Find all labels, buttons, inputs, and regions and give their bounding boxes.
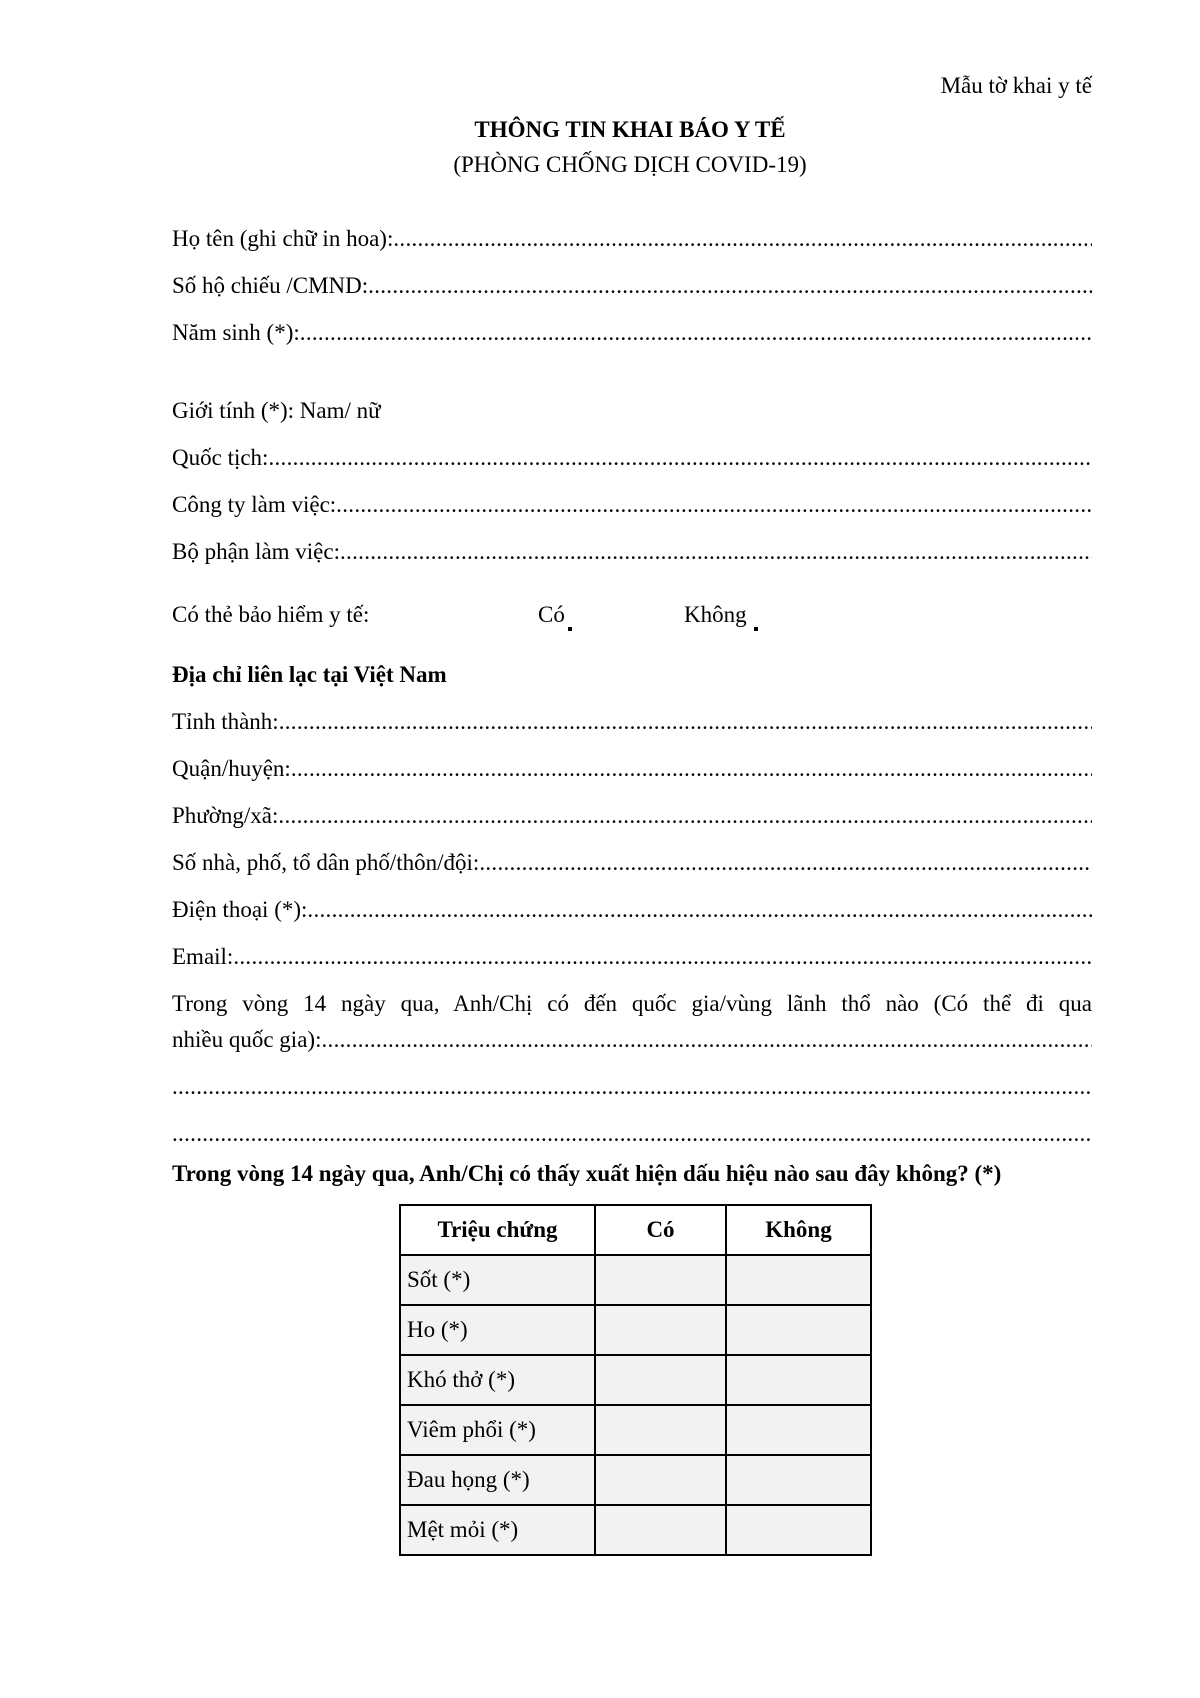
company-label: Công ty làm việc: [172,492,337,517]
header-no: Không [726,1205,871,1255]
passport-label: Số hộ chiếu /CMND: [172,273,369,298]
symptom-no-cell[interactable] [726,1355,871,1405]
symptoms-question: Trong vòng 14 ngày qua, Anh/Chị có thấy xuất hiện dấu hiệu nào sau đây không? (*) [172,1161,1002,1186]
gender-label: Giới tính (*): Nam/ nữ [172,398,381,423]
district-blank[interactable] [291,755,1092,783]
field-phone[interactable] [172,896,1092,924]
insurance-no-mark[interactable] [754,627,758,631]
table-row [400,1505,871,1555]
symptom-yes-cell[interactable] [595,1405,726,1455]
travel-question-line1: Trong vòng 14 ngày qua, Anh/Chị có đến quốc gia/vùng lãnh thổ nào (Có thể đi qua [172,991,1092,1016]
table-row [400,1405,871,1455]
department-blank[interactable] [340,538,1092,566]
symptoms-table [399,1204,872,1556]
symptom-name: Viêm phổi (*) [400,1405,595,1455]
travel-blank-1[interactable] [321,1026,1092,1054]
department-label: Bộ phận làm việc: [172,539,340,564]
field-company[interactable] [172,491,1092,519]
ward-label: Phường/xã: [172,803,279,828]
field-nationality[interactable] [172,444,1092,472]
header-symptom: Triệu chứng [400,1205,595,1255]
page-title: THÔNG TIN KHAI BÁO Y TẾ [474,117,786,142]
phone-blank[interactable] [307,896,1092,924]
birth-year-blank[interactable] [300,319,1092,347]
symptom-name: Ho (*) [400,1305,595,1355]
field-district[interactable] [172,755,1092,783]
symptom-name: Sốt (*) [400,1255,595,1305]
insurance-label: Có thẻ bảo hiểm y tế: [172,602,370,627]
phone-label: Điện thoại (*): [172,897,308,922]
field-street[interactable] [172,849,1092,877]
symptom-yes-cell[interactable] [595,1255,726,1305]
province-label: Tỉnh thành: [172,709,279,734]
ward-blank[interactable] [278,802,1092,830]
insurance-no-option[interactable]: Không [684,602,747,627]
travel-question-line2: nhiều quốc gia): [172,1027,322,1052]
street-label: Số nhà, phố, tổ dân phố/thôn/đội: [172,850,480,875]
nationality-blank[interactable] [268,444,1092,472]
table-row [400,1305,871,1355]
form-note: Mẫu tờ khai y tế [940,73,1092,98]
field-province[interactable] [172,708,1092,736]
symptom-yes-cell[interactable] [595,1305,726,1355]
field-travel[interactable] [172,1026,1092,1054]
field-passport[interactable] [172,272,1092,300]
passport-blank[interactable] [368,272,1092,300]
symptom-no-cell[interactable] [726,1505,871,1555]
field-travel-extra-2[interactable] [172,1120,1092,1148]
travel-blank-2[interactable] [172,1073,1092,1101]
field-full-name[interactable] [172,225,1092,253]
address-heading: Địa chỉ liên lạc tại Việt Nam [172,662,447,687]
symptom-no-cell[interactable] [726,1405,871,1455]
symptom-yes-cell[interactable] [595,1355,726,1405]
travel-blank-3[interactable] [172,1120,1092,1148]
company-blank[interactable] [336,491,1092,519]
symptoms-table-header [400,1205,871,1255]
table-row [400,1355,871,1405]
symptom-no-cell[interactable] [726,1305,871,1355]
symptom-no-cell[interactable] [726,1255,871,1305]
symptom-yes-cell[interactable] [595,1505,726,1555]
symptom-name: Khó thở (*) [400,1355,595,1405]
field-birth-year[interactable] [172,319,1092,347]
table-row [400,1455,871,1505]
header-yes: Có [595,1205,726,1255]
full-name-blank[interactable] [393,225,1092,253]
symptom-name: Mệt mỏi (*) [400,1505,595,1555]
page-subtitle: (PHÒNG CHỐNG DỊCH COVID-19) [453,152,807,177]
symptom-name: Đau họng (*) [400,1455,595,1505]
email-label: Email: [172,944,234,969]
field-email[interactable] [172,943,1092,971]
province-blank[interactable] [279,708,1092,736]
symptom-no-cell[interactable] [726,1455,871,1505]
nationality-label: Quốc tịch: [172,445,269,470]
street-blank[interactable] [479,849,1092,877]
table-row [400,1255,871,1305]
insurance-yes-mark[interactable] [568,627,572,631]
district-label: Quận/huyện: [172,756,291,781]
field-ward[interactable] [172,802,1092,830]
symptom-yes-cell[interactable] [595,1455,726,1505]
email-blank[interactable] [233,943,1092,971]
insurance-yes-option[interactable]: Có [538,602,565,627]
full-name-label: Họ tên (ghi chữ in hoa): [172,226,394,251]
birth-year-label: Năm sinh (*): [172,320,300,345]
field-department[interactable] [172,538,1092,566]
field-travel-extra-1[interactable] [172,1073,1092,1101]
